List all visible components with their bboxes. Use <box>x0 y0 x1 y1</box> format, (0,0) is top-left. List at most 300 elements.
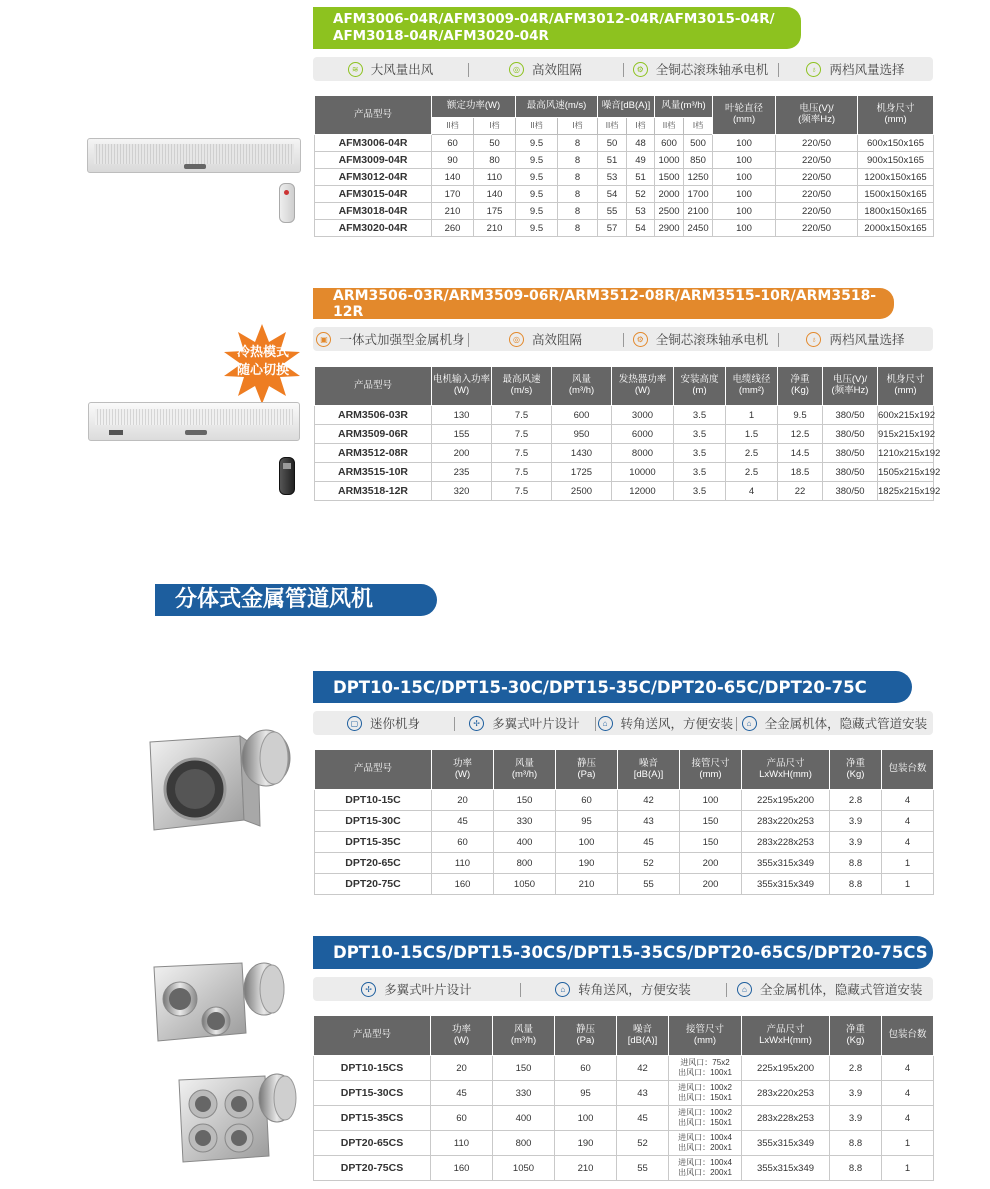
table-cell: 22 <box>778 482 823 501</box>
table-row <box>315 853 934 874</box>
table-cell: 20 <box>431 1056 493 1081</box>
table-cell: 48 <box>627 135 655 152</box>
table-header-cell: 净重 (Kg) <box>778 367 823 406</box>
table-cell: 8.8 <box>830 1156 882 1181</box>
table-cell: 1050 <box>494 874 556 895</box>
table-cell: 9.5 <box>516 186 558 203</box>
afm-table-body <box>315 135 934 237</box>
arm-feature: ◎ 高效阻隔 <box>468 330 623 348</box>
table-cell: 8.8 <box>830 874 882 895</box>
table-cell: 57 <box>598 220 627 237</box>
table-cell: 915x215x192 <box>878 425 934 444</box>
table-cell: 52 <box>617 1131 669 1156</box>
table-cell: 130 <box>432 406 492 425</box>
dptc-title-banner <box>313 671 912 703</box>
table-header-cell: 风量 (m³/h) <box>494 750 556 790</box>
table-cell: 53 <box>598 169 627 186</box>
table-cell: 100 <box>713 203 776 220</box>
table-cell: 18.5 <box>778 463 823 482</box>
table-cell: 150 <box>680 832 742 853</box>
table-cell: 4 <box>882 1081 934 1106</box>
table-cell: 100 <box>713 135 776 152</box>
table-cell: 100 <box>556 832 618 853</box>
barrier-icon: ◎ <box>509 332 524 347</box>
table-cell: 90 <box>432 152 474 169</box>
afm-subheader: I档 <box>627 118 655 135</box>
table-cell: 220/50 <box>776 186 858 203</box>
motor-icon: ⚙ <box>633 332 648 347</box>
table-cell: 2.8 <box>830 790 882 811</box>
table-header-cell: 风量 (m³/h) <box>552 367 612 406</box>
table-cell: 1 <box>882 1156 934 1181</box>
afm-header-noise: 噪音[dB(A)] <box>598 96 655 118</box>
table-cell: 200 <box>680 874 742 895</box>
table-header-cell: 最高风速 (m/s) <box>492 367 552 406</box>
table-cell: 2000x150x165 <box>858 220 934 237</box>
table-header-cell: 接管尺寸 (mm) <box>680 750 742 790</box>
dptc-feature: ▢ 迷你机身 <box>313 714 454 732</box>
table-cell: 4 <box>726 482 778 501</box>
table-cell: 3.5 <box>674 406 726 425</box>
table-cell: 9.5 <box>516 135 558 152</box>
dptcs-feature-bar <box>313 977 933 1001</box>
table-cell: 175 <box>474 203 516 220</box>
table-cell: 54 <box>598 186 627 203</box>
table-cell: 1050 <box>493 1156 555 1181</box>
table-cell: 4 <box>882 832 934 853</box>
table-cell: 9.5 <box>516 203 558 220</box>
table-cell: 220/50 <box>776 169 858 186</box>
table-cell: 1.5 <box>726 425 778 444</box>
afm-header-voltage: 电压(V)/ (频率Hz) <box>776 96 858 135</box>
table-cell: 8 <box>558 203 598 220</box>
table-header-cell: 接管尺寸 (mm) <box>669 1016 742 1056</box>
table-cell: 14.5 <box>778 444 823 463</box>
table-cell: 100 <box>713 186 776 203</box>
table-row <box>315 169 934 186</box>
table-row <box>315 482 934 501</box>
model-cell: DPT15-30CS <box>314 1081 431 1106</box>
table-cell: 170 <box>432 186 474 203</box>
model-cell: ARM3509-06R <box>315 425 432 444</box>
table-cell: 7.5 <box>492 482 552 501</box>
table-header-cell: 静压 (Pa) <box>556 750 618 790</box>
table-cell: 800 <box>493 1131 555 1156</box>
arm-feature: ▣ 一体式加强型金属机身 <box>313 330 468 348</box>
table-cell: 45 <box>431 1081 493 1106</box>
table-row <box>315 203 934 220</box>
afm-feature: ⚙ 全铜芯滚珠轴承电机 <box>623 60 778 78</box>
table-cell: 220/50 <box>776 220 858 237</box>
table-cell: 8 <box>558 186 598 203</box>
table-cell: 8.8 <box>830 1131 882 1156</box>
table-cell: 380/50 <box>823 444 878 463</box>
afm-title-line1: AFM3006-04R/AFM3009-04R/AFM3012-04R/AFM3015-04R/ <box>333 11 775 27</box>
table-cell: 1200x150x165 <box>858 169 934 186</box>
table-cell: 50 <box>598 135 627 152</box>
table-cell: 100 <box>713 152 776 169</box>
arm-table-body <box>315 406 941 501</box>
table-header-cell: 电压(V)/ (频率Hz) <box>823 367 878 406</box>
table-cell: 1 <box>726 406 778 425</box>
afm-subheader: II档 <box>655 118 684 135</box>
table-row <box>315 874 934 895</box>
table-cell: 1 <box>882 874 934 895</box>
table-header-cell: 发热器功率 (W) <box>612 367 674 406</box>
model-cell: ARM3506-03R <box>315 406 432 425</box>
table-header-cell: 产品尺寸 LxWxH(mm) <box>742 1016 830 1056</box>
mini-body-icon: ▢ <box>347 716 362 731</box>
table-cell: 43 <box>618 811 680 832</box>
table-cell: 49 <box>627 152 655 169</box>
table-cell: 150 <box>680 811 742 832</box>
table-cell: 330 <box>493 1081 555 1106</box>
table-header-cell: 产品型号 <box>314 1016 431 1056</box>
table-cell: 2500 <box>552 482 612 501</box>
afm-feature: ≋ 大风量出风 <box>313 60 468 78</box>
model-cell: DPT15-35CS <box>314 1106 431 1131</box>
table-cell: 3.9 <box>830 832 882 853</box>
table-header-cell: 产品尺寸 LxWxH(mm) <box>742 750 830 790</box>
arm-air-curtain-image <box>88 402 300 441</box>
table-cell: 380/50 <box>823 482 878 501</box>
table-cell: 190 <box>555 1131 617 1156</box>
table-cell: 355x315x349 <box>742 853 830 874</box>
table-cell: 12.5 <box>778 425 823 444</box>
table-cell: 8 <box>558 135 598 152</box>
table-cell: 100 <box>555 1106 617 1131</box>
table-cell: 12000 <box>612 482 674 501</box>
table-cell: 3000 <box>612 406 674 425</box>
table-row <box>314 1056 934 1081</box>
table-header-cell: 静压 (Pa) <box>555 1016 617 1056</box>
table-cell: 200 <box>432 444 492 463</box>
table-header-cell: 包装台数 <box>882 1016 934 1056</box>
table-cell: 1210x215x192 <box>878 444 934 463</box>
model-cell: ARM3518-12R <box>315 482 432 501</box>
afm-header-size: 机身尺寸 (mm) <box>858 96 934 135</box>
table-cell: 400 <box>493 1106 555 1131</box>
table-cell: 150 <box>494 790 556 811</box>
table-cell: 8 <box>558 220 598 237</box>
table-row <box>315 811 934 832</box>
table-cell: 53 <box>627 203 655 220</box>
table-cell: 225x195x200 <box>742 1056 830 1081</box>
heater-grille <box>95 409 293 425</box>
table-cell: 45 <box>432 811 494 832</box>
model-cell: AFM3020-04R <box>315 220 432 237</box>
table-row <box>314 1156 934 1181</box>
table-cell: 1500x150x165 <box>858 186 934 203</box>
model-cell: DPT15-30C <box>315 811 432 832</box>
brand-logo-mark <box>185 430 207 435</box>
table-header-cell: 产品型号 <box>315 367 432 406</box>
arm-title-banner <box>313 288 894 319</box>
dptcs-table-body <box>314 1056 934 1181</box>
afm-header-model: 产品型号 <box>315 96 432 135</box>
table-header-cell: 净重 (Kg) <box>830 750 882 790</box>
model-cell: AFM3015-04R <box>315 186 432 203</box>
table-cell: 4 <box>882 1056 934 1081</box>
table-cell: 2900 <box>655 220 684 237</box>
afm-title-line2: AFM3018-04R/AFM3020-04R <box>333 28 549 44</box>
table-row <box>315 152 934 169</box>
table-cell: 9.5 <box>516 169 558 186</box>
afm-feature-bar <box>313 57 933 81</box>
table-cell: 1000 <box>655 152 684 169</box>
table-cell: 160 <box>432 874 494 895</box>
table-row <box>315 425 934 444</box>
table-header-cell: 包装台数 <box>882 750 934 790</box>
table-cell: 7.5 <box>492 425 552 444</box>
dptc-feature: ⌂ 全金属机体，隐藏式管道安装 <box>736 714 933 732</box>
table-cell: 320 <box>432 482 492 501</box>
table-cell: 55 <box>598 203 627 220</box>
table-cell: 52 <box>627 186 655 203</box>
table-cell: 1505x215x192 <box>878 463 934 482</box>
table-cell: 1725 <box>552 463 612 482</box>
speed-select-icon: ♁ <box>806 332 821 347</box>
table-cell: 600x215x192 <box>878 406 934 425</box>
table-cell: 210 <box>555 1156 617 1181</box>
table-cell: 140 <box>432 169 474 186</box>
model-cell: AFM3009-04R <box>315 152 432 169</box>
model-cell: DPT15-35C <box>315 832 432 853</box>
arm-title: ARM3506-03R/ARM3509-06R/ARM3512-08R/ARM3515-10R/ARM3518-12R <box>333 287 877 320</box>
table-cell: 283x228x253 <box>742 1106 830 1131</box>
table-cell: 3.9 <box>830 1081 882 1106</box>
table-cell: 9.5 <box>516 152 558 169</box>
table-cell: 8000 <box>612 444 674 463</box>
table-cell: 200 <box>680 853 742 874</box>
table-cell: 235 <box>432 463 492 482</box>
speed-select-icon: ♁ <box>806 62 821 77</box>
afm-subheader: I档 <box>558 118 598 135</box>
control-panel <box>109 430 123 435</box>
table-cell: 60 <box>556 790 618 811</box>
table-row <box>315 463 934 482</box>
table-cell: 100 <box>713 220 776 237</box>
table-cell: 55 <box>617 1156 669 1181</box>
dptc-feature: ✢ 多翼式叶片设计 <box>454 714 595 732</box>
model-cell: ARM3512-08R <box>315 444 432 463</box>
dptcs-title: DPT10-15CS/DPT15-30CS/DPT15-35CS/DPT20-65CS/DPT20-75CS <box>333 943 928 962</box>
table-cell: 1700 <box>684 186 713 203</box>
afm-spec-table <box>314 95 934 237</box>
corner-airflow-icon: ⌂ <box>555 982 570 997</box>
table-cell: 55 <box>618 874 680 895</box>
table-cell: 42 <box>617 1056 669 1081</box>
table-header-cell: 噪音 [dB(A)] <box>618 750 680 790</box>
table-cell: 260 <box>432 220 474 237</box>
dptc-title: DPT10-15C/DPT15-30C/DPT15-35C/DPT20-65C/DPT20-75C <box>333 677 867 697</box>
dptcs-feature: ⌂ 全金属机体，隐藏式管道安装 <box>726 980 933 998</box>
category-title: 分体式金属管道风机 <box>155 584 437 616</box>
remote-button <box>284 190 289 195</box>
dptcs-title-banner <box>313 936 933 969</box>
dptcs-feature: ⌂ 转角送风，方便安装 <box>520 980 727 998</box>
metal-housing-icon: ⌂ <box>737 982 752 997</box>
dptc-header-row <box>315 750 934 790</box>
dptc-table-body <box>315 790 934 895</box>
duct-fan-multi-inlet-image <box>146 955 288 1047</box>
table-cell: 95 <box>556 811 618 832</box>
table-cell: 220/50 <box>776 203 858 220</box>
table-row <box>315 832 934 853</box>
table-header-cell: 安装高度 (m) <box>674 367 726 406</box>
table-cell: 1 <box>882 853 934 874</box>
table-row <box>314 1106 934 1131</box>
table-cell: 210 <box>556 874 618 895</box>
table-cell: 9.5 <box>516 220 558 237</box>
table-cell: 1250 <box>684 169 713 186</box>
table-header-cell: 净重 (Kg) <box>830 1016 882 1056</box>
corner-airflow-icon: ⌂ <box>598 716 613 731</box>
table-cell: 3.9 <box>830 811 882 832</box>
table-cell: 4 <box>882 811 934 832</box>
table-cell: 380/50 <box>823 463 878 482</box>
table-cell: 160 <box>431 1156 493 1181</box>
table-cell: 283x220x253 <box>742 1081 830 1106</box>
table-cell: 3.5 <box>674 482 726 501</box>
table-cell: 8 <box>558 169 598 186</box>
table-cell: 45 <box>618 832 680 853</box>
table-row <box>314 1131 934 1156</box>
table-cell: 54 <box>627 220 655 237</box>
table-cell: 9.5 <box>778 406 823 425</box>
table-cell: 进风口：100x2 出风口：150x1 <box>669 1106 742 1131</box>
table-cell: 225x195x200 <box>742 790 830 811</box>
metal-housing-icon: ⌂ <box>742 716 757 731</box>
table-cell: 51 <box>627 169 655 186</box>
table-cell: 3.5 <box>674 463 726 482</box>
table-cell: 283x228x253 <box>742 832 830 853</box>
afm-header-speed: 最高风速(m/s) <box>516 96 598 118</box>
afm-header-impeller: 叶轮直径 (mm) <box>713 96 776 135</box>
afm-subheader: I档 <box>474 118 516 135</box>
table-cell: 2.5 <box>726 463 778 482</box>
afm-subheader: II档 <box>598 118 627 135</box>
table-cell: 3.5 <box>674 425 726 444</box>
table-cell: 60 <box>432 832 494 853</box>
table-header-cell: 风量 (m³/h) <box>493 1016 555 1056</box>
duct-fan-image <box>140 724 300 844</box>
table-cell: 8.8 <box>830 853 882 874</box>
table-cell: 进风口：75x2 出风口：100x1 <box>669 1056 742 1081</box>
model-cell: DPT20-65C <box>315 853 432 874</box>
table-cell: 51 <box>598 152 627 169</box>
model-cell: AFM3012-04R <box>315 169 432 186</box>
afm-feature: ♁ 两档风量选择 <box>778 60 933 78</box>
dptcs-spec-table <box>313 1015 934 1181</box>
afm-header-power: 额定功率(W) <box>432 96 516 118</box>
table-cell: 100 <box>680 790 742 811</box>
afm-air-curtain-image <box>87 138 301 173</box>
table-cell: 355x315x349 <box>742 1131 830 1156</box>
table-cell: 60 <box>432 135 474 152</box>
table-cell: 600 <box>552 406 612 425</box>
model-cell: DPT10-15CS <box>314 1056 431 1081</box>
table-cell: 950 <box>552 425 612 444</box>
table-cell: 20 <box>432 790 494 811</box>
remote-control-image <box>279 183 295 223</box>
remote-control-image <box>279 457 295 495</box>
table-cell: 110 <box>474 169 516 186</box>
table-cell: 60 <box>431 1106 493 1131</box>
table-cell: 50 <box>474 135 516 152</box>
barrier-icon: ◎ <box>509 62 524 77</box>
table-cell: 进风口：100x4 出风口：200x1 <box>669 1156 742 1181</box>
dptc-feature-bar <box>313 711 933 735</box>
table-cell: 80 <box>474 152 516 169</box>
table-cell: 500 <box>684 135 713 152</box>
table-cell: 4 <box>882 1106 934 1131</box>
table-cell: 4 <box>882 790 934 811</box>
table-cell: 42 <box>618 790 680 811</box>
table-cell: 2.5 <box>726 444 778 463</box>
dptc-spec-table <box>314 749 934 895</box>
table-row <box>315 406 934 425</box>
table-cell: 140 <box>474 186 516 203</box>
table-cell: 190 <box>556 853 618 874</box>
table-row <box>315 186 934 203</box>
table-cell: 330 <box>494 811 556 832</box>
afm-title-banner <box>313 7 801 49</box>
afm-subheader: I档 <box>684 118 713 135</box>
afm-subheader: II档 <box>516 118 558 135</box>
duct-fan-quad-inlet-image <box>173 1068 299 1166</box>
table-cell: 2100 <box>684 203 713 220</box>
model-cell: AFM3006-04R <box>315 135 432 152</box>
model-cell: DPT20-65CS <box>314 1131 431 1156</box>
dptcs-header-row <box>314 1016 934 1056</box>
table-cell: 100 <box>713 169 776 186</box>
table-cell: 1430 <box>552 444 612 463</box>
model-cell: DPT10-15C <box>315 790 432 811</box>
table-cell: 7.5 <box>492 406 552 425</box>
table-cell: 380/50 <box>823 406 878 425</box>
model-cell: DPT20-75CS <box>314 1156 431 1181</box>
table-cell: 进风口：100x4 出风口：200x1 <box>669 1131 742 1156</box>
metal-body-icon: ▣ <box>316 332 331 347</box>
table-cell: 1800x150x165 <box>858 203 934 220</box>
model-cell: DPT20-75C <box>315 874 432 895</box>
arm-header-row <box>315 367 934 406</box>
table-cell: 2000 <box>655 186 684 203</box>
table-cell: 2500 <box>655 203 684 220</box>
table-header-cell: 电缆线径 (mm²) <box>726 367 778 406</box>
fan-blade-icon: ✢ <box>361 982 376 997</box>
table-cell: 43 <box>617 1081 669 1106</box>
table-header-cell: 电机输入功率 (W) <box>432 367 492 406</box>
table-cell: 900x150x165 <box>858 152 934 169</box>
table-row <box>315 135 934 152</box>
afm-subheader: II档 <box>432 118 474 135</box>
model-cell: ARM3515-10R <box>315 463 432 482</box>
brand-logo-mark <box>184 164 206 169</box>
table-cell: 600 <box>655 135 684 152</box>
table-cell: 600x150x165 <box>858 135 934 152</box>
table-row <box>315 790 934 811</box>
table-cell: 1500 <box>655 169 684 186</box>
table-cell: 283x220x253 <box>742 811 830 832</box>
table-row <box>315 220 934 237</box>
motor-icon: ⚙ <box>633 62 648 77</box>
afm-feature: ◎ 高效阻隔 <box>468 60 623 78</box>
afm-header-airflow: 风量(m³/h) <box>655 96 713 118</box>
table-cell: 210 <box>474 220 516 237</box>
table-header-cell: 功率 (W) <box>432 750 494 790</box>
